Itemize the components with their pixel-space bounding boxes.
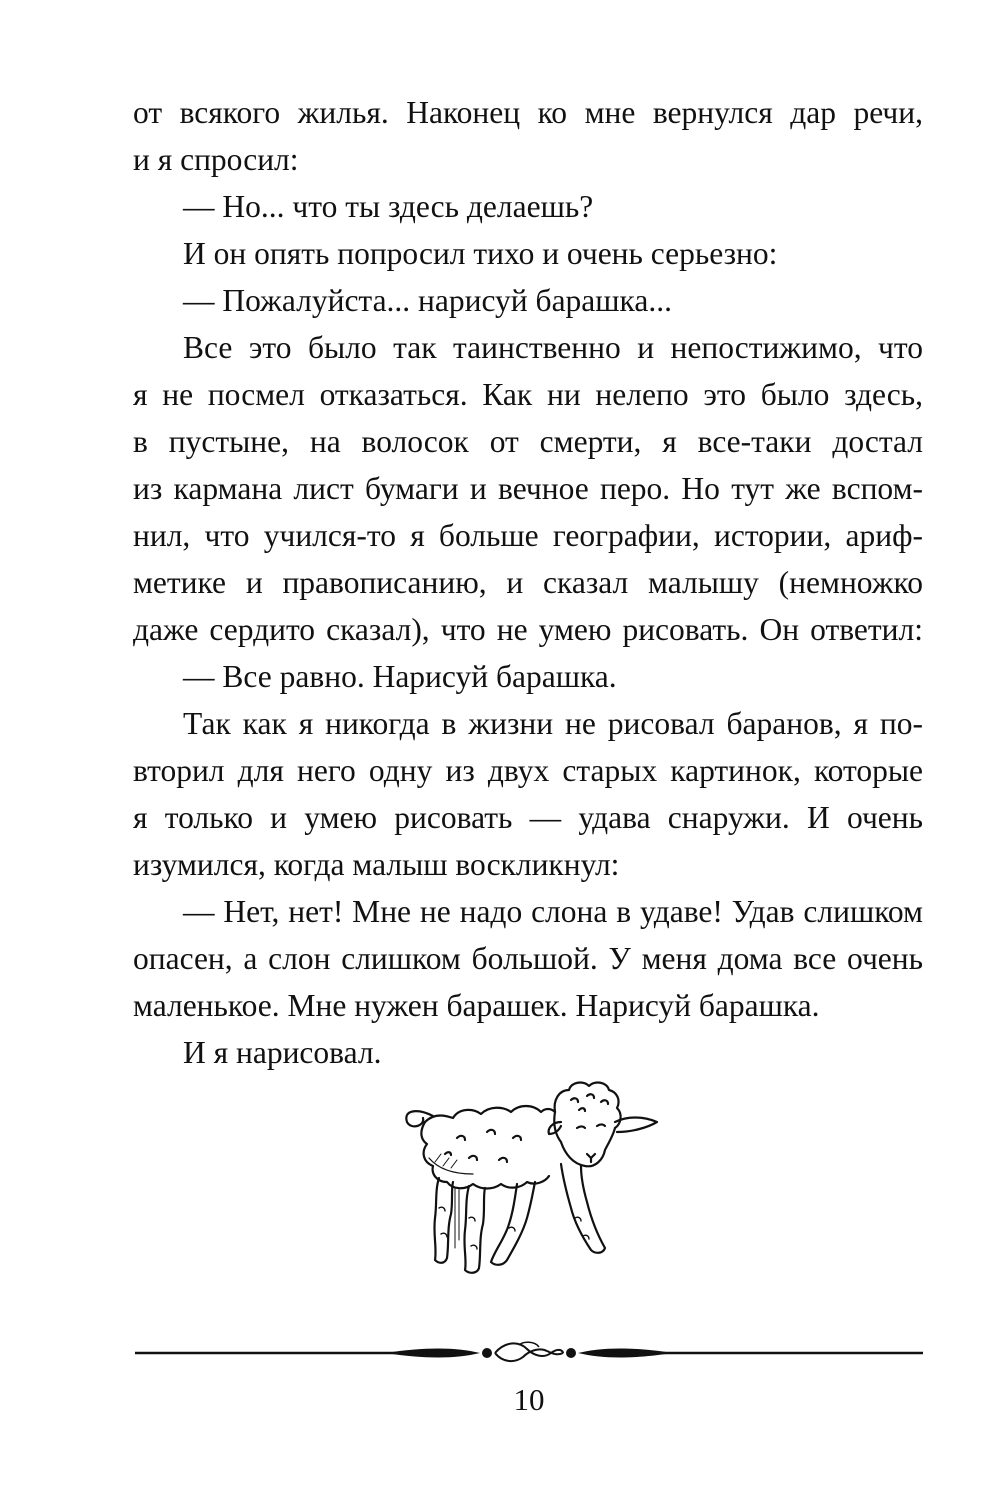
text-line: Так как я никогда в жизни не рисовал баранов, я по-	[183, 706, 923, 741]
sheep-drawing	[395, 1078, 670, 1293]
text-line: я только и умею рисовать — удава снаружи. И очень	[133, 800, 923, 835]
text-line: — Но... что ты здесь делаешь?	[183, 189, 594, 224]
text-line: из кармана лист бумаги и вечное перо. Но тут же вспом-	[133, 471, 923, 506]
text-line: и я спросил:	[133, 142, 299, 177]
page-number: 10	[513, 1382, 545, 1417]
body-text	[133, 89, 923, 1076]
text-line: — Нет, нет! Мне не надо слона в удаве! Удав слишком	[183, 894, 923, 929]
text-line: И я нарисовал.	[183, 1035, 382, 1070]
text-line: маленькое. Мне нужен барашек. Нарисуй барашка.	[133, 988, 820, 1023]
text-line: вторил для него одну из двух старых картинок, которые	[133, 753, 923, 788]
text-line: И он опять попросил тихо и очень серьезно:	[183, 236, 778, 271]
text-line: от всякого жилья. Наконец ко мне вернулся дар речи,	[133, 95, 923, 130]
text-line: метике и правописанию, и сказал малышу (немножко	[133, 565, 923, 600]
text-line: — Пожалуйста... нарисуй барашка...	[183, 283, 672, 318]
text-line: — Все равно. Нарисуй барашка.	[183, 659, 617, 694]
text-line: даже сердито сказал), что не умею рисовать. Он ответил:	[133, 612, 923, 647]
text-line: я не посмел отказаться. Как ни нелепо это было здесь,	[133, 377, 923, 412]
text-line: опасен, а слон слишком большой. У меня дома все очень	[133, 941, 923, 976]
text-line: изумился, когда малыш воскликнул:	[133, 847, 620, 882]
text-line: нил, что учился-то я больше географии, истории, ариф-	[133, 518, 923, 553]
text-line: Все это было так таинственно и непостижимо, что	[183, 330, 923, 365]
text-line: в пустыне, на волосок от смерти, я все-таки достал	[133, 424, 923, 459]
divider-ornament	[135, 1335, 923, 1371]
